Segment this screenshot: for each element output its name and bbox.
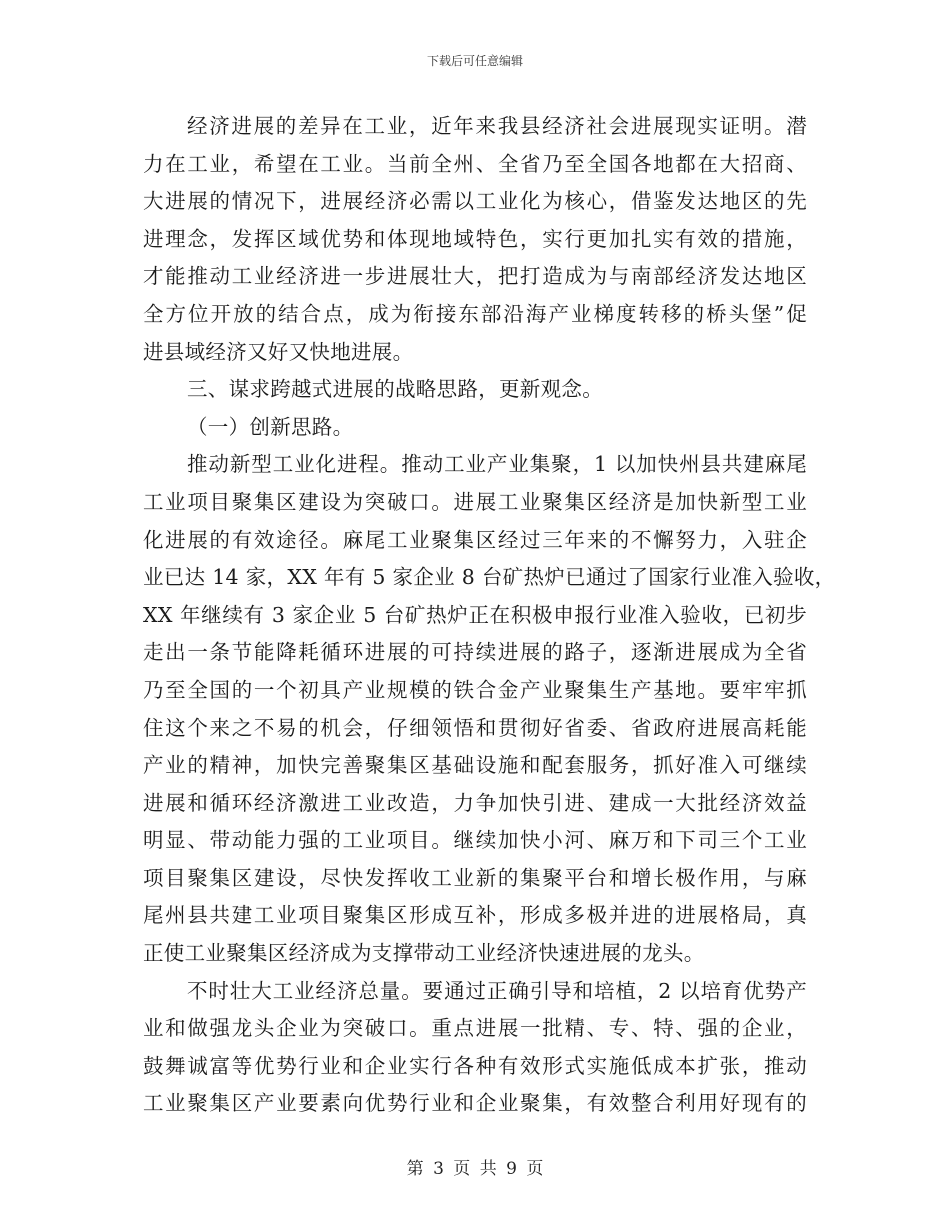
text-line-17: 住这个来之不易的机会，仔细领悟和贯彻好省委、省政府进展高耗能	[143, 715, 807, 740]
text-line-22: 尾州县共建工业项目聚集区形成互补，形成多极并进的进展格局，真	[143, 903, 807, 928]
text-line-14: XX 年继续有 3 家企业 5 台矿热炉正在积极申报行业准入验收，已初步	[143, 602, 807, 627]
text-line-23: 正使工业聚集区经济成为支撑带动工业经济快速进展的龙头。	[143, 941, 705, 966]
text-line-6: 全方位开放的结合点，成为衔接东部沿海产业梯度转移的桥头堡”促	[143, 301, 807, 326]
text-line-25: 业和做强龙头企业为突破口。重点进展一批精、专、特、强的企业，	[143, 1016, 807, 1041]
text-line-19: 进展和循环经济激进工业改造，力争加快引进、建成一大批经济效益	[143, 790, 807, 815]
text-line-20: 明显、带动能力强的工业项目。继续加快小河、麻万和下司三个工业	[143, 828, 807, 853]
text-line-7: 进县域经济又好又快地进展。	[143, 339, 414, 364]
text-line-12: 化进展的有效途径。麻尾工业聚集区经过三年来的不懈努力，入驻企	[143, 527, 807, 552]
text-line-27: 工业聚集区产业要素向优势行业和企业聚集，有效整合利用好现有的	[143, 1091, 807, 1116]
text-line-11: 工业项目聚集区建设为突破口。进展工业聚集区经济是加快新型工业	[143, 489, 807, 514]
document-body	[143, 108, 836, 1123]
subsection-heading: （一）创新思路。	[187, 414, 354, 439]
section-heading: 三、谋求跨越式进展的战略思路，更新观念。	[187, 377, 603, 402]
text-line-4: 进理念，发挥区域优势和体现地域特色，实行更加扎实有效的措施，	[143, 226, 807, 251]
text-line-3: 大进展的情况下，进展经济必需以工业化为核心，借鉴发达地区的先	[143, 189, 807, 214]
text-line-21: 项目聚集区建设，尽快发挥收工业新的集聚平台和增长极作用，与麻	[143, 865, 807, 890]
text-line-18: 产业的精神，加快完善聚集区基础设施和配套服务，抓好准入可继续	[143, 753, 807, 778]
text-line-13: 业已达 14 家，XX 年有 5 家企业 8 台矿热炉已通过了国家行业准入验收，	[143, 565, 836, 590]
text-line-5: 才能推动工业经济进一步进展壮大，把打造成为与南部经济发达地区	[143, 264, 807, 289]
page-header-note: 下载后可任意编辑	[426, 54, 523, 68]
text-line-16: 乃至全国的一个初具产业规模的铁合金产业聚集生产基地。要牢牢抓	[143, 677, 807, 702]
page-number: 第 3 页 共 9 页	[406, 1159, 544, 1179]
text-line-10: 推动新型工业化进程。推动工业产业集聚，1 以加快州县共建麻尾	[187, 452, 807, 477]
text-line-26: 鼓舞诚富等优势行业和企业实行各种有效形式实施低成本扩张，推动	[143, 1053, 807, 1078]
text-line-1: 经济进展的差异在工业，近年来我县经济社会进展现实证明。潜	[187, 114, 807, 138]
text-line-2: 力在工业，希望在工业。当前全州、全省乃至全国各地都在大招商、	[143, 151, 807, 176]
text-line-15: 走出一条节能降耗循环进展的可持续进展的路子，逐渐进展成为全省	[143, 640, 807, 665]
text-line-24: 不时壮大工业经济总量。要通过正确引导和培植，2 以培育优势产	[187, 978, 807, 1003]
